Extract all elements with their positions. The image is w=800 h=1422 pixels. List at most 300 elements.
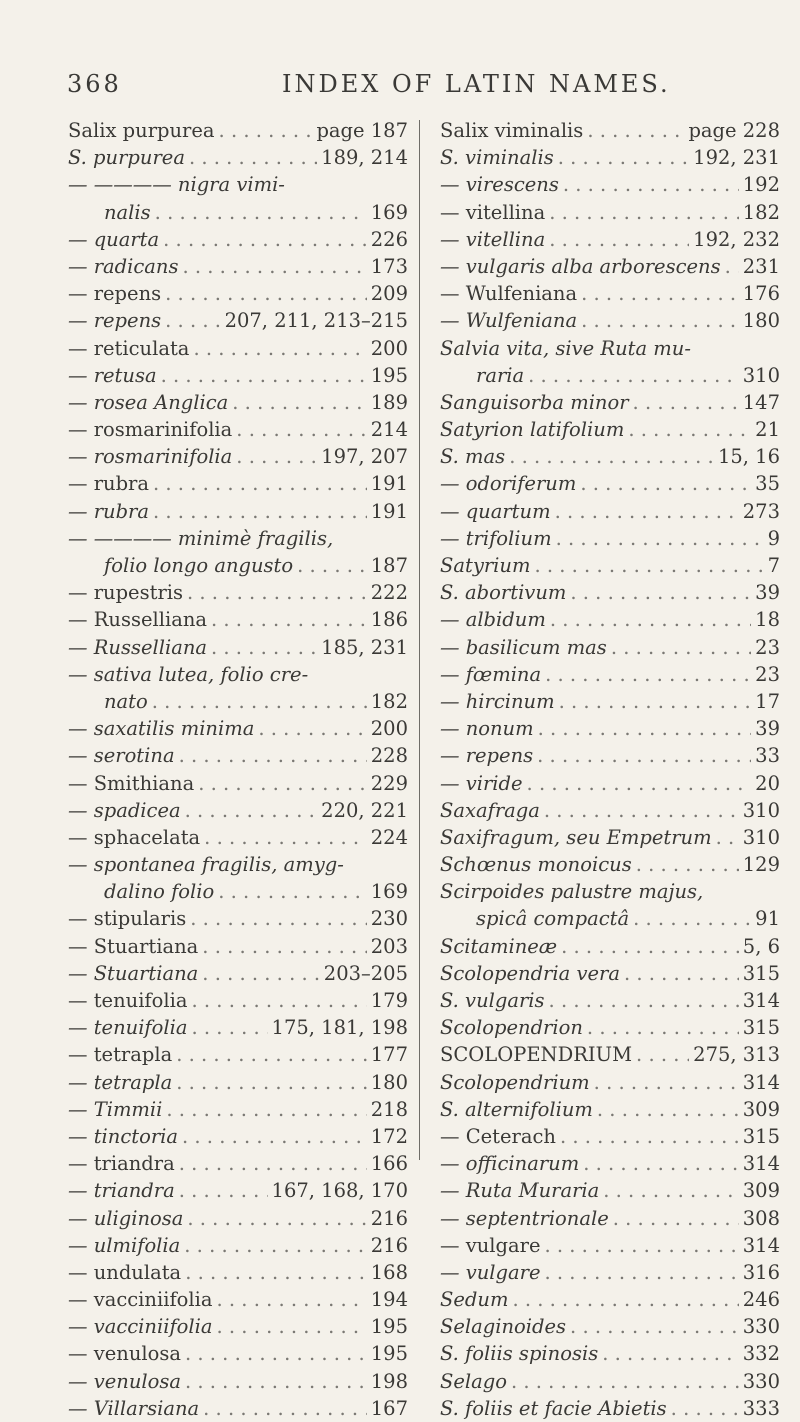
entry-name: — tetrapla: [68, 1070, 173, 1094]
entry-pages: 197, 207: [321, 445, 408, 469]
entry-name: nalis: [104, 200, 151, 224]
entry-pages: 23: [755, 635, 780, 659]
index-entry: [68, 362, 408, 389]
entry-name: — spontanea fragilis, amyg-: [68, 853, 344, 877]
dot-leader: [725, 253, 739, 280]
entry-pages: 195: [370, 1315, 408, 1339]
dot-leader: [636, 851, 739, 878]
entry-pages: 216: [370, 1233, 408, 1257]
dot-leader: [185, 1259, 367, 1286]
entry-name: — repens: [440, 744, 534, 768]
index-entry: [440, 1041, 780, 1068]
entry-pages: 314: [742, 989, 780, 1012]
entry-name: — basilicum mas: [440, 635, 607, 659]
entry-pages: 314: [742, 1152, 780, 1176]
entry-name: — Villarsiana: [68, 1396, 200, 1420]
dot-leader: [561, 933, 739, 960]
entry-name: — odoriferum: [440, 472, 577, 496]
entry-name: — Timmii: [68, 1097, 163, 1121]
index-entry: [440, 552, 780, 579]
entry-pages: 20: [755, 771, 780, 795]
dot-leader: [202, 960, 320, 987]
dot-leader: [198, 770, 367, 797]
entry-pages: 192, 232: [693, 227, 780, 251]
index-entry: [440, 579, 780, 606]
index-entry: [68, 770, 408, 797]
entry-name: — Ruta Muraria: [440, 1179, 600, 1203]
entry-pages: 189, 214: [321, 146, 408, 170]
dot-leader: [597, 1096, 739, 1123]
entry-pages: 198: [370, 1369, 408, 1393]
index-entry: [68, 905, 408, 932]
entry-name: Scitamineæ: [440, 934, 558, 958]
dot-leader: [217, 1313, 367, 1340]
entry-pages: 176: [742, 282, 780, 306]
entry-pages: 17: [755, 689, 780, 713]
entry-pages: 177: [370, 1043, 408, 1067]
dot-leader: [613, 1205, 739, 1232]
entry-pages: 308: [742, 1206, 780, 1230]
entry-pages: 187: [370, 554, 408, 577]
entry-name: — Smithiana: [68, 771, 195, 795]
entry-name: — fœmina: [440, 662, 542, 686]
entry-name: — hircinum: [440, 689, 555, 713]
entry-name: — nonum: [440, 717, 534, 741]
dot-leader: [187, 579, 367, 606]
entry-pages: 200: [370, 717, 408, 741]
entry-name: — albidum: [440, 608, 546, 632]
entry-pages: 147: [742, 390, 780, 414]
entry-name: — vulgare: [440, 1260, 541, 1284]
index-entry: [440, 770, 780, 797]
dot-leader: [236, 416, 366, 443]
dot-leader: [236, 443, 317, 470]
entry-name: — retusa: [68, 363, 157, 387]
dot-leader: [153, 470, 367, 497]
entry-name: S. purpurea: [68, 146, 185, 170]
dot-leader: [563, 171, 739, 198]
index-entry: [68, 416, 408, 443]
index-entry: [68, 226, 408, 253]
entry-pages: 315: [742, 1016, 780, 1040]
entry-name: — officinarum: [440, 1152, 580, 1176]
entry-name: — viride: [440, 771, 523, 795]
entry-name: S. abortivum: [440, 581, 567, 605]
entry-pages: page 187: [316, 119, 408, 142]
index-entry: [440, 797, 780, 824]
dot-leader: [179, 1150, 367, 1177]
index-entry: [68, 1041, 408, 1068]
entry-name: — rosmarinifolia: [68, 418, 233, 442]
index-entry: [440, 878, 780, 905]
dot-leader: [182, 253, 366, 280]
index-column-right: [440, 117, 780, 1422]
dot-leader: [534, 552, 763, 579]
dot-leader: [528, 362, 739, 389]
entry-pages: 275, 313: [693, 1043, 780, 1067]
dot-leader: [297, 552, 367, 579]
entry-pages: 309: [742, 1097, 780, 1121]
index-entry: [440, 1096, 780, 1123]
running-header: [67, 70, 767, 106]
entry-name: — vacciniifolia: [68, 1288, 213, 1312]
entry-name: — triandra: [68, 1152, 175, 1176]
dot-leader: [217, 1286, 367, 1313]
dot-leader: [509, 443, 714, 470]
entry-name: — uliginosa: [68, 1206, 184, 1230]
index-entry: [68, 552, 408, 579]
entry-pages: 203–205: [323, 961, 408, 985]
entry-pages: 180: [370, 1070, 408, 1094]
entry-pages: 169: [370, 200, 408, 224]
page-number: 368: [67, 70, 122, 98]
entry-pages: 220, 221: [321, 798, 408, 822]
entry-name: — vitellina: [440, 227, 546, 251]
dot-leader: [161, 362, 367, 389]
entry-pages: 310: [742, 825, 780, 849]
index-entry: [68, 579, 408, 606]
entry-name: — tenuifolia: [68, 989, 188, 1012]
dot-leader: [153, 498, 367, 525]
index-entry: [68, 634, 408, 661]
dot-leader: [633, 905, 751, 932]
index-entry: [440, 987, 780, 1014]
entry-name: — vulgaris alba arborescens: [440, 254, 721, 278]
entry-name: — rubra: [68, 472, 150, 496]
index-entry: [68, 1313, 408, 1340]
dot-leader: [211, 606, 367, 633]
entry-name: — spadicea: [68, 798, 181, 822]
entry-pages: 179: [370, 989, 408, 1012]
index-entry: [68, 199, 408, 226]
entry-name: Salvia vita, sive Ruta mu-: [440, 336, 691, 360]
index-entry: [440, 1340, 780, 1367]
index-column-left: [68, 117, 408, 1422]
entry-name: — undulata: [68, 1260, 182, 1284]
entry-pages: 316: [742, 1260, 780, 1284]
dot-leader: [182, 1123, 367, 1150]
entry-pages: 18: [755, 608, 780, 632]
index-entry: [440, 606, 780, 633]
entry-pages: 186: [370, 608, 408, 632]
entry-pages: 230: [370, 907, 408, 931]
index-entry: [440, 389, 780, 416]
index-entry: [440, 117, 780, 144]
dot-leader: [192, 987, 367, 1014]
index-entry: [68, 933, 408, 960]
index-entry: [68, 1259, 408, 1286]
dot-leader: [187, 1205, 366, 1232]
entry-name: — quartum: [440, 499, 551, 523]
dot-leader: [628, 416, 751, 443]
index-entry: [440, 1205, 780, 1232]
index-entry: [440, 280, 780, 307]
entry-name: Scolopendria vera: [440, 961, 620, 985]
entry-pages: 195: [370, 1342, 408, 1366]
entry-name: — reticulata: [68, 336, 190, 360]
dot-leader: [203, 1395, 367, 1422]
dot-leader: [602, 1340, 739, 1367]
entry-pages: 314: [742, 1233, 780, 1257]
index-entry: [68, 1368, 408, 1395]
dot-leader: [527, 770, 752, 797]
dot-leader: [176, 1041, 367, 1068]
entry-name: — virescens: [440, 173, 559, 197]
entry-name: — tinctoria: [68, 1124, 179, 1148]
entry-pages: 330: [742, 1369, 780, 1393]
dot-leader: [537, 742, 751, 769]
dot-leader: [219, 117, 313, 144]
entry-name: nato: [104, 689, 148, 713]
entry-name: — triandra: [68, 1179, 175, 1203]
entry-pages: 21: [755, 418, 780, 442]
entry-name: — septentrionale: [440, 1206, 609, 1230]
index-entry: [440, 416, 780, 443]
dot-leader: [544, 1232, 738, 1259]
index-entry: [440, 824, 780, 851]
index-entry: [68, 1014, 408, 1041]
dot-leader: [580, 470, 751, 497]
index-entry: [440, 1395, 780, 1422]
dot-leader: [583, 1150, 739, 1177]
running-title: INDEX OF LATIN NAMES.: [282, 70, 671, 98]
entry-pages: 203: [370, 934, 408, 958]
index-entry: [68, 117, 408, 144]
entry-pages: 200: [370, 336, 408, 360]
index-entry: [68, 1286, 408, 1313]
index-entry: [68, 824, 408, 851]
entry-name: — repens: [68, 282, 162, 306]
entry-pages: 182: [742, 200, 780, 224]
entry-name: — venulosa: [68, 1342, 181, 1366]
entry-name: Scolopendrion: [440, 1016, 583, 1040]
entry-name: — rosmarinifolia: [68, 445, 233, 469]
dot-leader: [549, 199, 739, 226]
entry-pages: 15, 16: [717, 445, 780, 469]
entry-pages: 216: [370, 1206, 408, 1230]
entry-name: spicâ compactâ: [476, 907, 630, 931]
entry-pages: 167: [370, 1396, 408, 1420]
entry-name: Satyrion latifolium: [440, 418, 625, 442]
index-entry: [68, 470, 408, 497]
entry-pages: 185, 231: [321, 635, 408, 659]
index-entry: [68, 742, 408, 769]
index-entry: [68, 661, 408, 688]
index-entry: [68, 715, 408, 742]
entry-pages: 273: [742, 499, 780, 523]
dot-leader: [624, 960, 739, 987]
index-entry: [68, 443, 408, 470]
index-entry: [68, 1395, 408, 1422]
dot-leader: [232, 389, 366, 416]
index-entry: [68, 171, 408, 198]
entry-pages: page 228: [688, 119, 780, 142]
entry-name: — vulgare: [440, 1233, 541, 1257]
dot-leader: [587, 1014, 739, 1041]
entry-pages: 7: [767, 554, 780, 577]
index-entry: [68, 1177, 408, 1204]
dot-leader: [556, 525, 764, 552]
dot-leader: [189, 144, 317, 171]
entry-pages: 180: [742, 309, 780, 333]
index-entry: [440, 661, 780, 688]
dot-leader: [560, 1123, 739, 1150]
dot-leader: [544, 1259, 738, 1286]
entry-name: S. alternifolium: [440, 1097, 593, 1121]
dot-leader: [202, 933, 366, 960]
entry-pages: 224: [370, 825, 408, 849]
index-entry: [440, 905, 780, 932]
dot-leader: [594, 1069, 739, 1096]
entry-name: — Wulfeniana: [440, 282, 578, 306]
dot-leader: [671, 1395, 739, 1422]
entry-name: — rubra: [68, 499, 150, 523]
dot-leader: [211, 634, 317, 661]
dot-leader: [190, 905, 367, 932]
entry-pages: 207, 211, 213–215: [224, 309, 408, 333]
index-entry: [440, 1232, 780, 1259]
entry-name: — rosea Anglica: [68, 390, 229, 414]
entry-name: S. mas: [440, 445, 506, 469]
entry-pages: 214: [370, 418, 408, 442]
index-entry: [68, 253, 408, 280]
column-divider: [419, 120, 420, 1160]
entry-name: — sativa lutea, folio cre-: [68, 662, 309, 686]
index-entry: [440, 1177, 780, 1204]
index-entry: [440, 470, 780, 497]
index-entry: [68, 280, 408, 307]
entry-pages: 195: [370, 363, 408, 387]
dot-leader: [581, 307, 739, 334]
entry-name: — rupestris: [68, 581, 184, 605]
entry-name: — Stuartiana: [68, 934, 199, 958]
entry-name: — Wulfeniana: [440, 309, 578, 333]
index-entry: [68, 1232, 408, 1259]
entry-name: Scirpoides palustre majus,: [440, 880, 704, 904]
entry-pages: 23: [755, 662, 780, 686]
entry-name: Selaginoides: [440, 1315, 567, 1339]
entry-name: — repens: [68, 309, 162, 333]
entry-name: — stipularis: [68, 907, 187, 931]
entry-name: S. foliis spinosis: [440, 1342, 599, 1366]
entry-name: Saxifragum, seu Empetrum: [440, 825, 712, 849]
dot-leader: [185, 797, 318, 824]
entry-pages: 167, 168, 170: [271, 1179, 408, 1203]
dot-leader: [152, 688, 367, 715]
index-entry: [440, 335, 780, 362]
entry-pages: 172: [370, 1124, 408, 1148]
entry-pages: 189: [370, 390, 408, 414]
index-entry: [68, 797, 408, 824]
dot-leader: [179, 1177, 268, 1204]
entry-pages: 226: [370, 227, 408, 251]
entry-name: — venulosa: [68, 1369, 181, 1393]
index-entry: [440, 933, 780, 960]
entry-name: S. foliis et facie Abietis: [440, 1396, 667, 1420]
index-entry: [68, 525, 408, 552]
index-entry: [440, 715, 780, 742]
index-entry: [68, 851, 408, 878]
dot-leader: [570, 1313, 739, 1340]
entry-pages: 5, 6: [742, 934, 780, 958]
entry-pages: 314: [742, 1070, 780, 1094]
dot-leader: [185, 1368, 367, 1395]
entry-pages: 9: [767, 526, 780, 550]
entry-pages: 315: [742, 961, 780, 985]
index-entry: [440, 742, 780, 769]
index-entry: [68, 987, 408, 1014]
dot-leader: [184, 1232, 366, 1259]
index-entry: [440, 498, 780, 525]
index-entry: [68, 1205, 408, 1232]
entry-name: — radicans: [68, 254, 179, 278]
index-entry: [440, 1313, 780, 1340]
dot-leader: [512, 1286, 738, 1313]
index-entry: [440, 1286, 780, 1313]
dot-leader: [570, 579, 751, 606]
dot-leader: [550, 606, 751, 633]
entry-pages: 191: [370, 472, 408, 496]
entry-pages: 39: [755, 581, 780, 605]
entry-name: — tenuifolia: [68, 1016, 188, 1040]
index-entry: [440, 1069, 780, 1096]
dot-leader: [611, 634, 751, 661]
index-entry: [68, 1069, 408, 1096]
index-entry: [440, 688, 780, 715]
entry-pages: 228: [370, 744, 408, 768]
index-entry: [68, 1340, 408, 1367]
index-entry: [68, 960, 408, 987]
index-entry: [440, 1259, 780, 1286]
index-entry: [68, 1096, 408, 1123]
entry-name: — trifolium: [440, 526, 552, 550]
index-entry: [440, 851, 780, 878]
dot-leader: [581, 280, 739, 307]
index-entry: [440, 226, 780, 253]
entry-name: — Russelliana: [68, 608, 208, 632]
entry-name: — sphacelata: [68, 825, 201, 849]
entry-pages: 175, 181, 198: [271, 1016, 408, 1040]
entry-name: Scolopendrium: [440, 1070, 590, 1094]
index-entry: [68, 307, 408, 334]
entry-name: Satyrium: [440, 554, 531, 577]
index-entry: [440, 362, 780, 389]
entry-pages: 315: [742, 1124, 780, 1148]
dot-leader: [545, 661, 751, 688]
index-entry: [440, 171, 780, 198]
dot-leader: [603, 1177, 739, 1204]
entry-pages: 332: [742, 1342, 780, 1366]
entry-pages: 129: [742, 853, 780, 877]
index-entry: [440, 1368, 780, 1395]
entry-pages: 39: [755, 717, 780, 741]
entry-pages: 218: [370, 1097, 408, 1121]
entry-pages: 33: [755, 744, 780, 768]
entry-pages: 192, 231: [693, 146, 780, 170]
index-entry: [440, 253, 780, 280]
index-entry: [440, 1014, 780, 1041]
entry-name: — quarta: [68, 227, 160, 251]
dot-leader: [549, 226, 689, 253]
index-entry: [68, 1123, 408, 1150]
dot-leader: [165, 307, 220, 334]
entry-pages: 168: [370, 1260, 408, 1284]
dot-leader: [544, 797, 739, 824]
entry-pages: 222: [370, 581, 408, 605]
entry-name: — ———— nigra vimi-: [68, 173, 285, 197]
entry-pages: 333: [742, 1396, 780, 1420]
entry-name: — ———— minimè fragilis,: [68, 526, 334, 550]
